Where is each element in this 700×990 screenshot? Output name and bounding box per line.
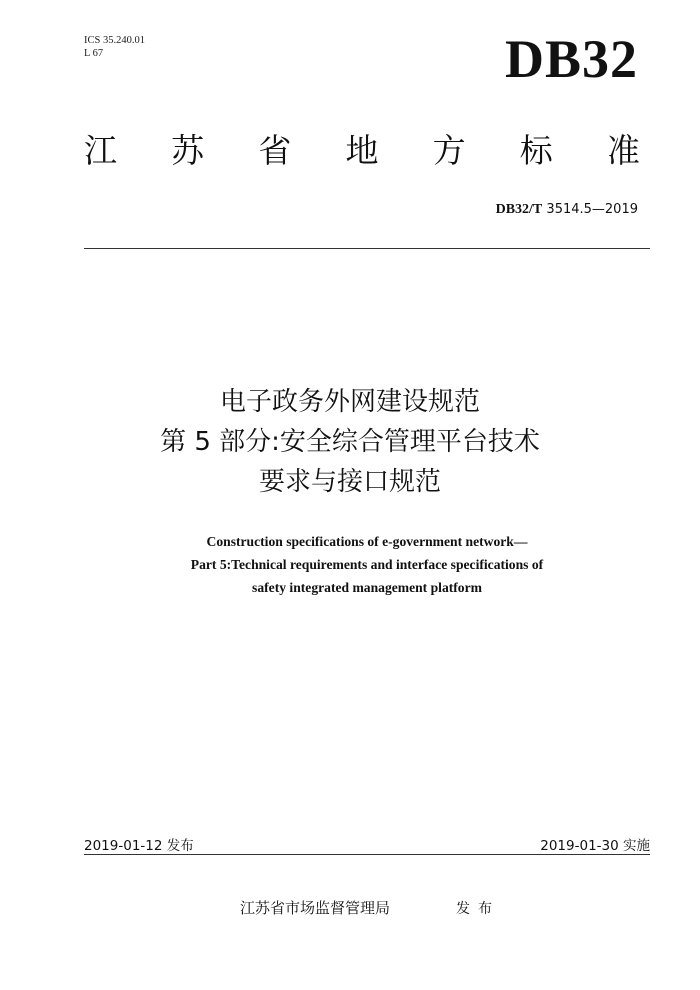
implementation-date: 2019-01-30 实施 [540,838,650,854]
standard-type-heading [84,131,640,170]
standard-type-char: 地 [345,131,379,170]
bottom-divider [84,854,650,855]
standard-type-char: 省 [258,131,292,170]
chinese-title-line: 电子政务外网建设规范 [219,387,480,417]
standard-number-value: 3514.5—2019 [546,202,638,217]
english-title-line: Construction specifications of e-government network— [206,534,528,549]
english-title-line: safety integrated management platform [252,580,482,595]
top-divider [84,248,650,249]
standard-type-char: 苏 [171,131,205,170]
chinese-title-line: 第 5 部分:安全综合管理平台技术 [160,427,540,457]
issue-date: 2019-01-12 发布 [84,838,194,854]
standard-number-prefix: DB32/T [495,202,543,217]
issuing-authority: 江苏省市场监督管理局 [240,899,391,917]
standard-type-char: 江 [84,131,117,170]
issuing-action: 发布 [456,901,500,917]
standard-type-char: 准 [606,131,640,170]
english-title-line: Part 5:Technical requirements and interface specifications of [190,557,544,572]
english-title [0,530,700,599]
classification-codes [84,34,145,60]
ccs-code: L 67 [84,48,104,59]
standard-number [496,202,638,218]
chinese-title-line: 要求与接口规范 [258,467,441,497]
standard-type-char: 标 [519,131,553,170]
standard-type-char: 方 [432,131,466,170]
chinese-title [0,382,700,502]
standard-code-logo: DB32 [504,29,638,89]
ics-code: ICS 35.240.01 [84,35,145,46]
